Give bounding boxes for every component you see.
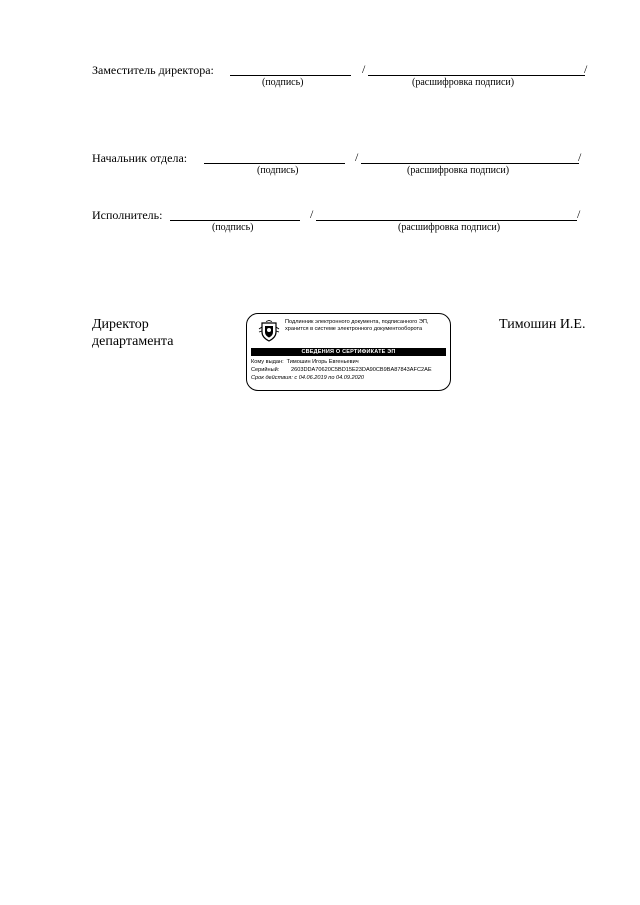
executor-sign-caption: (подпись) bbox=[212, 222, 254, 233]
head-of-department-slash-close: / bbox=[578, 150, 582, 164]
deputy-director-slash-close: / bbox=[584, 62, 588, 76]
stamp-header-line-2: хранится в системе электронного документооборота bbox=[285, 326, 423, 333]
deputy-director-signature-line bbox=[230, 75, 351, 76]
director-title bbox=[92, 316, 173, 350]
head-of-department-slash-open: / bbox=[355, 150, 359, 164]
director-title-line-1: Директор bbox=[92, 317, 149, 332]
executor-label: Исполнитель: bbox=[92, 208, 163, 222]
executor-decode-caption: (расшифровка подписи) bbox=[398, 222, 501, 233]
deputy-director-label: Заместитель директора: bbox=[92, 63, 214, 77]
stamp-header bbox=[285, 319, 428, 334]
head-of-department-sign-caption: (подпись) bbox=[257, 165, 299, 176]
executor-signature-line bbox=[170, 220, 300, 221]
director-title-line-2: департамента bbox=[92, 334, 174, 349]
electronic-signature-stamp bbox=[246, 313, 451, 391]
head-of-department-decode-caption: (расшифровка подписи) bbox=[407, 165, 510, 176]
stamp-header-line-1: Подлинник электронного документа, подписанного ЭП, bbox=[285, 319, 429, 325]
director-name: Тимошин И.Е. bbox=[499, 317, 586, 332]
deputy-director-sign-caption: (подпись) bbox=[262, 77, 304, 88]
stamp-certificate-title: СВЕДЕНИЯ О СЕРТИФИКАТЕ ЭП bbox=[251, 348, 446, 356]
head-of-department-decode-line bbox=[361, 163, 579, 164]
head-of-department-signature-line bbox=[204, 163, 345, 164]
stamp-serial-label: Серийный: bbox=[251, 367, 280, 373]
executor-slash-open: / bbox=[310, 207, 314, 221]
coat-of-arms-icon bbox=[258, 320, 280, 342]
executor-decode-line bbox=[316, 220, 577, 221]
stamp-validity: Срок действия: с 04.06.2019 по 04.09.2020 bbox=[251, 375, 364, 381]
stamp-issued-label: Кому выдан: bbox=[251, 359, 284, 365]
deputy-director-slash-open: / bbox=[362, 62, 366, 76]
head-of-department-label: Начальник отдела: bbox=[92, 151, 188, 165]
stamp-issued-value: Тимошин Игорь Евгеньевич bbox=[286, 359, 359, 365]
deputy-director-decode-caption: (расшифровка подписи) bbox=[412, 77, 515, 88]
executor-slash-close: / bbox=[577, 207, 581, 221]
deputy-director-decode-line bbox=[368, 75, 585, 76]
stamp-serial-value: 2603DDA70620C5BD15E23DA90CB9BA87843AFC2AE bbox=[291, 367, 432, 373]
stamp-issued-row bbox=[251, 359, 359, 366]
stamp-serial-row bbox=[251, 367, 432, 374]
